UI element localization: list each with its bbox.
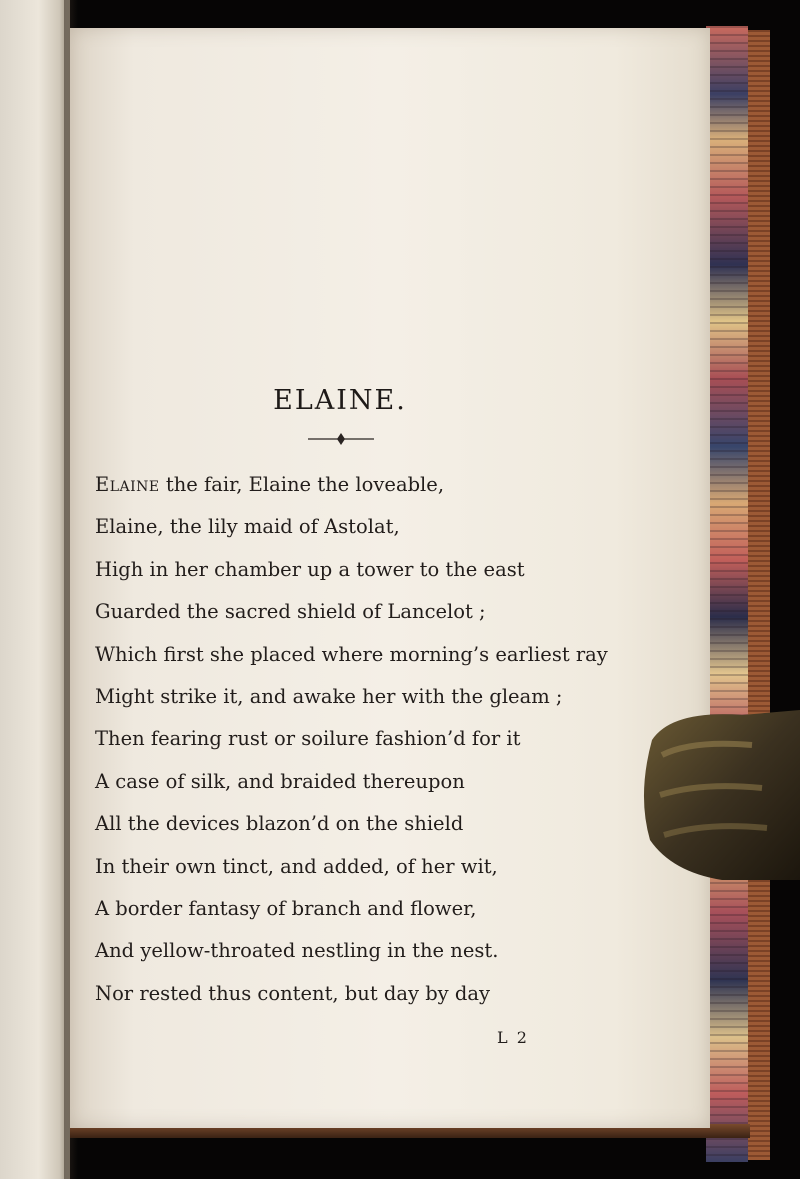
verse-line: Guarded the sacred shield of Lancelot ; — [95, 600, 486, 624]
verse-line: Elaine, the lily maid of Astolat, — [95, 515, 400, 539]
signature-mark: L 2 — [497, 1028, 529, 1047]
left-page — [0, 0, 70, 1179]
verse-first-word: Elaine — [95, 473, 160, 496]
title-ornament — [308, 432, 374, 446]
brass-page-weight — [632, 700, 800, 890]
verse-line: All the devices blazon’d on the shield — [95, 812, 464, 836]
marbled-fore-edge — [706, 26, 748, 1162]
poem-title: ELAINE. — [273, 385, 407, 416]
verse-first-line-rest: the fair, Elaine the loveable, — [159, 473, 445, 496]
verse-line: A border fantasy of branch and flower, — [95, 896, 477, 920]
verse-line: A case of silk, and braided thereupon — [95, 769, 465, 793]
verse-line: Might strike it, and awake her with the gleam ; — [95, 684, 563, 708]
verse-line — [95, 470, 608, 512]
cover-board-edge — [746, 30, 770, 1160]
verse-line: In their own tinct, and added, of her wit, — [95, 854, 498, 878]
verse-line: And yellow-throated nestling in the nest. — [95, 939, 499, 963]
verse-line: Which first she placed where morning’s earliest ray — [95, 642, 608, 666]
verse-line: Nor rested thus content, but day by day — [95, 981, 491, 1005]
poem-verse — [95, 470, 608, 1021]
verse-line: Then fearing rust or soilure fashion’d for it — [95, 727, 521, 751]
verse-line: High in her chamber up a tower to the east — [95, 557, 525, 581]
